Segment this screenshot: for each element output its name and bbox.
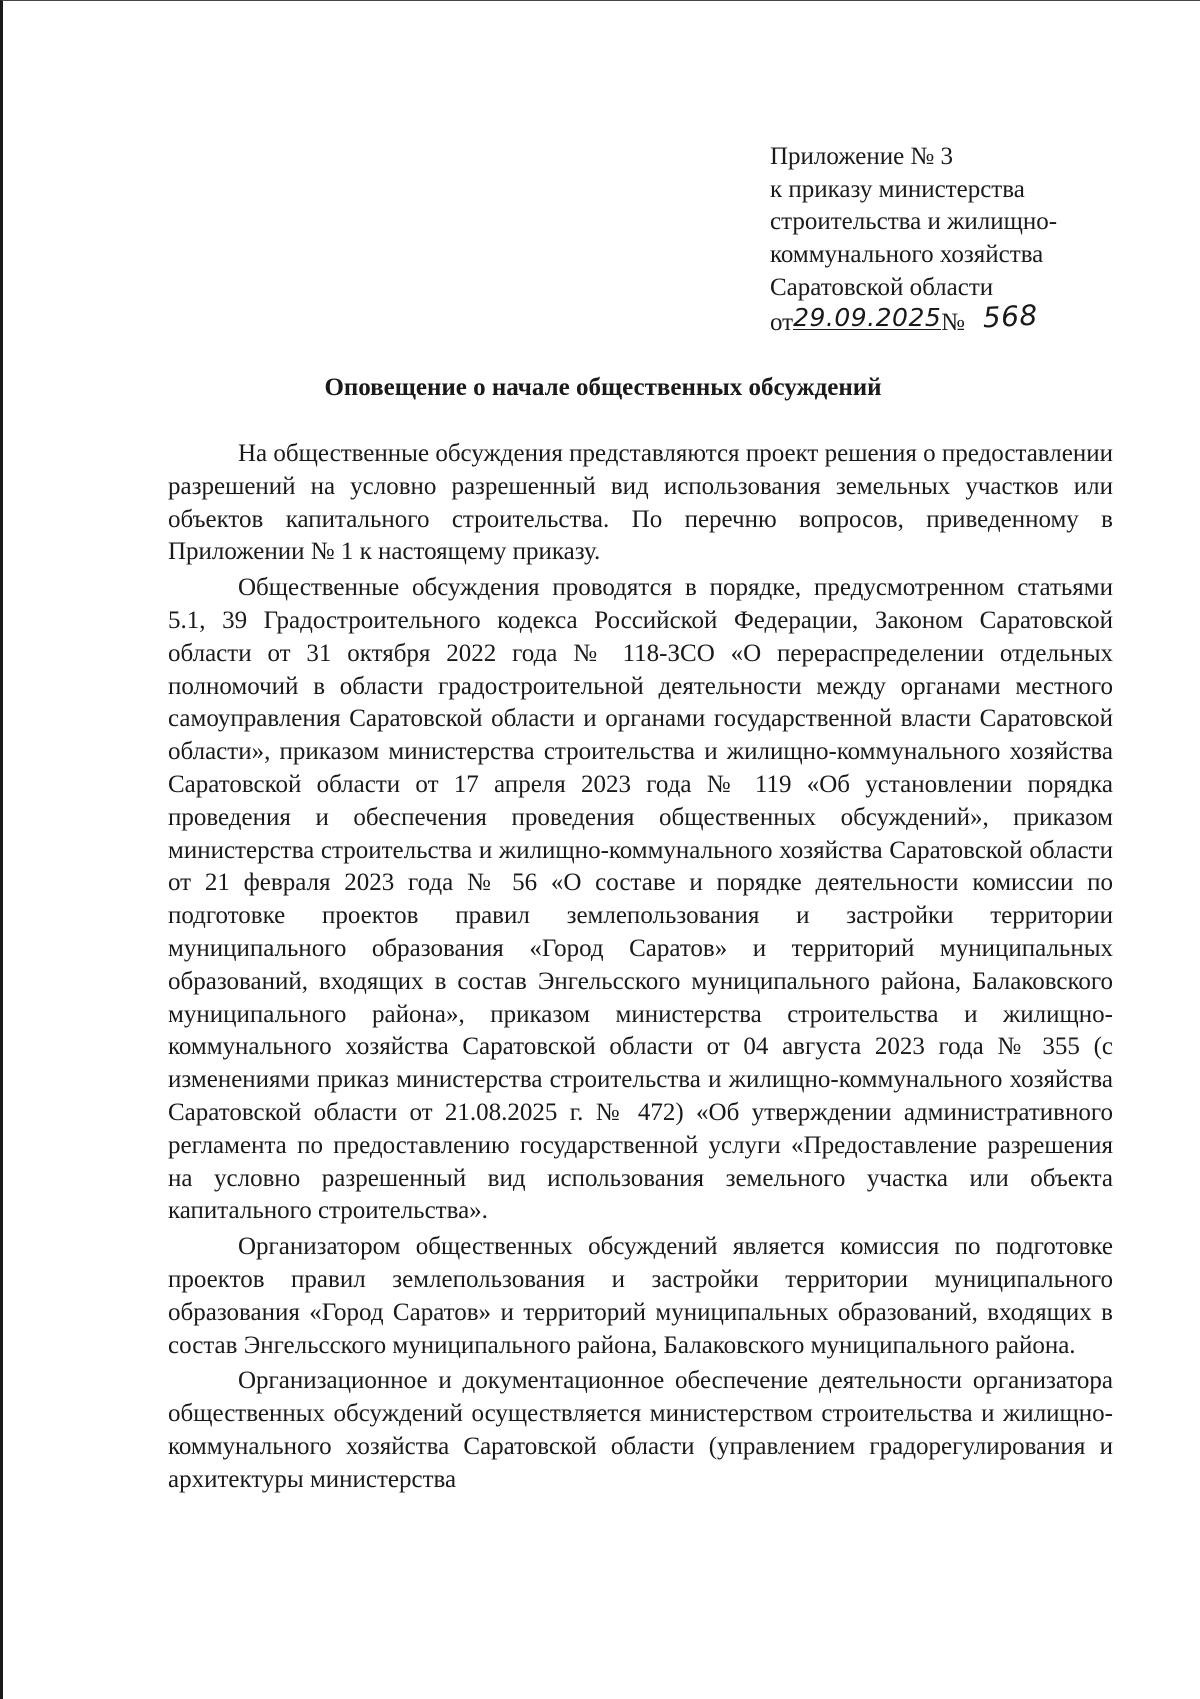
- body-paragraph: На общественные обсуждения представляются проект решения о предоставлении разрешений на условно разрешенный вид использования земельных участков или объектов капитального строительства. По перечню вопросов, приведенному в Приложении № 1 к настоящему приказу.: [168, 440, 1113, 566]
- appendix-line: строительства и жилищно-: [770, 208, 1058, 236]
- document-title: Оповещение о начале общественных обсуждений: [324, 374, 882, 401]
- document-body: [168, 438, 1113, 1500]
- appendix-line: к приказу министерства: [770, 175, 1025, 203]
- handwritten-number: 568: [981, 298, 1039, 334]
- number-label: №: [941, 308, 965, 336]
- handwritten-date: 29.09.2025: [793, 302, 942, 332]
- body-paragraph: Общественные обсуждения проводятся в порядке, предусмотренном статьями 5.1, 39 Градостроительного кодекса Российской Федерации, Законом Саратовской области от 31 октября 2022 года № 118-ЗСО «О перераспределении отдельных полномочий в области градостроительной деятельности между органами местного самоуправления Саратовской области и органами государственной власти Саратовской области», приказом министерства строительства и жилищно-коммунального хозяйства Саратовской области от 17 апреля 2023 года № 119 «Об установлении порядка проведения и обеспечения проведения общественных обсуждений», приказом министерства строительства и жилищно-коммунального хозяйства Саратовской области от 21 февраля 2023 года № 56 «О составе и порядке деятельности комиссии по подготовке проектов правил землепользования и застройки территории муниципального образования «Город Саратов» и территорий муниципальных образований, входящих в состав Энгельсского муниципального района, Балаковского муниципального района», приказом министерства строительства и жилищно-коммунального хозяйства Саратовской области от 04 августа 2023 года № 355 (с изменениями приказ министерства строительства и жилищно-коммунального хозяйства Саратовской области от 21.08.2025 г. № 472) «Об утверждении административного регламента по предоставлению государственной услуги «Предоставление разрешения на условно разрешенный вид использования земельного участка или объекта капитального строительства».: [168, 574, 1113, 1225]
- body-paragraph: Организационное и документационное обеспечение деятельности организатора общественных обсуждений осуществляется министерством строительства и жилищно-коммунального хозяйства Саратовской области (управлением градорегулирования и архитектуры министерства: [168, 1367, 1113, 1493]
- appendix-line: Приложение № 3: [770, 143, 954, 170]
- appendix-line: Саратовской области: [770, 273, 994, 301]
- from-prefix: от: [770, 308, 794, 336]
- body-paragraph: Организатором общественных обсуждений является комиссия по подготовке проектов правил землепользования и застройки территории муниципального образования «Город Саратов» и территорий муниципальных образований, входящих в состав Энгельсского муниципального района, Балаковского муниципального района.: [168, 1233, 1113, 1359]
- order-reference-line: [770, 298, 1130, 340]
- appendix-header: [770, 141, 1130, 339]
- appendix-line: коммунального хозяйства: [770, 241, 1044, 269]
